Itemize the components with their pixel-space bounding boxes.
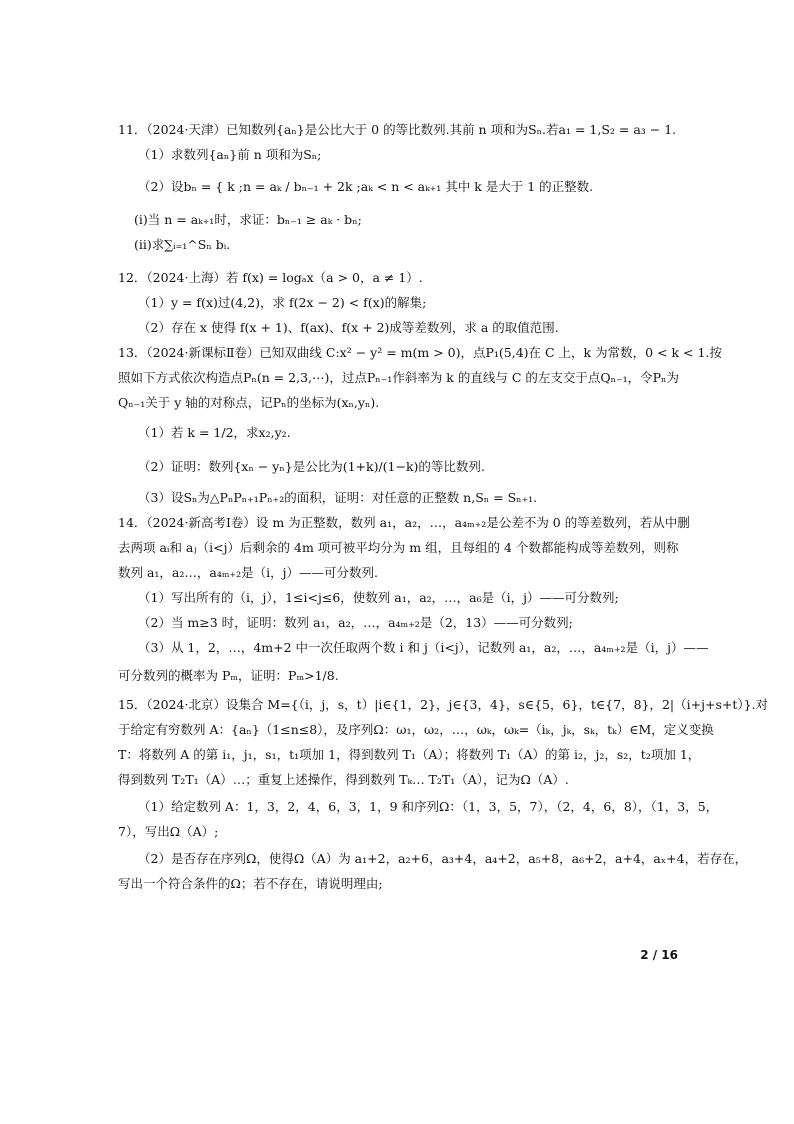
sub-question: 7），写出Ω（A）; [118,824,219,839]
question-stem: 11．（2024·天津）已知数列{aₙ}是公比大于 0 的等比数列.其前 n 项和为Sₙ.若a₁ = 1,S₂ = a₃ − 1. [118,122,677,137]
question-12 [118,270,678,335]
sub-question: （2）证明：数列{xₙ − yₙ}是公比为(1+k)/(1−k)的等比数列. [138,459,485,474]
sub-question: （1）给定数列 A：1，3，2，4，6，3，1，9 和序列Ω：（1，3，5，7），（2，4，6，8），（1，3，5， [138,799,719,814]
sub-question: （3）从 1，2，…，4m+2 中一次任取两个数 i 和 j（i<j），记数列 a₁，a₂，…，a₄ₘ₊₂是（i，j）—— [138,640,709,655]
question-stem: 14．（2024·新高考Ⅰ卷）设 m 为正整数，数列 a₁，a₂，…，a₄ₘ₊₂是公差不为 0 的等差数列，若从中删 [118,515,690,530]
question-stem: 13．（2024·新课标Ⅱ卷）已知双曲线 C:x² − y² = m(m > 0)，点P₁(5,4)在 C 上，k 为常数，0 < k < 1.按 [118,345,722,360]
question-stem: 15．（2024·北京）设集合 M={（i，j，s，t）|i∈{1，2}，j∈{3，4}，s∈{5，6}，t∈{7，8}，2|（i+j+s+t）}.对 [118,697,769,712]
sub-question: 写出一个符合条件的Ω；若不存在，请说明理由; [118,876,383,891]
question-stem: T：将数列 A 的第 i₁，j₁，s₁，t₁项加 1，得到数列 T₁（A）；将数列 T₁（A）的第 i₂，j₂，s₂，t₂项加 1， [118,747,701,762]
question-stem: 12．（2024·上海）若 f(x) = logₐx（a > 0，a ≠ 1）. [118,270,423,285]
sub-question: （2）是否存在序列Ω，使得Ω（A）为 a₁+2，a₂+6，a₃+4，a₄+2，a₅+8，a₆+2，a+4，aₓ+4，若存在， [138,851,748,866]
question-14 [118,515,709,687]
sub-question: （3）设Sₙ为△PₙPₙ₊₁Pₙ₊₂的面积，证明：对任意的正整数 n,Sₙ = Sₙ₊₁. [138,490,538,505]
sub-question: 可分数列的概率为 Pₘ，证明：Pₘ>1/8. [118,668,339,683]
question-stem: 数列 a₁，a₂…，a₄ₘ₊₂是（i，j）——可分数列. [118,565,378,580]
sub-question: （2）当 m≥3 时，证明：数列 a₁，a₂，…，a₄ₘ₊₂是（2，13）——可分数列; [138,615,573,630]
sub-question: (i)当 n = aₖ₊₁时，求证：bₙ₋₁ ≥ aₖ · bₙ; [134,212,362,227]
question-15 [118,697,769,891]
sub-question: (ii)求∑ᵢ₌₁^Sₙ bᵢ. [134,237,231,252]
sub-question: （1）求数列{aₙ}前 n 项和为Sₙ; [138,147,322,162]
page-number: 2 / 16 [640,948,678,962]
question-stem: 照如下方式依次构造点Pₙ(n = 2,3,⋯)，过点Pₙ₋₁作斜率为 k 的直线与 C 的左支交于点Qₙ₋₁，令Pₙ为 [118,370,679,385]
question-11 [118,122,678,252]
sub-question: （1）y = f(x)过(4,2)，求 f(2x − 2) < f(x)的解集; [138,295,427,310]
sub-question: （2）设bₙ = { k ;n = aₖ / bₙ₋₁ + 2k ;aₖ < n < aₖ₊₁ 其中 k 是大于 1 的正整数. [138,179,594,194]
document-body [118,122,769,891]
question-stem: 于给定有穷数列 A：{aₙ}（1≤n≤8），及序列Ω：ω₁，ω₂，…，ωₖ，ωₖ=（iₖ，jₖ，sₖ，tₖ）∈M，定义变换 [118,722,714,737]
sub-question: （1）若 k = 1/2，求x₂,y₂. [138,425,291,440]
sub-question: （2）存在 x 使得 f(x + 1)、f(ax)、f(x + 2)成等差数列，求 a 的取值范围. [138,320,559,335]
question-stem: 去两项 aᵢ和 aⱼ（i<j）后剩余的 4m 项可被平均分为 m 组，且每组的 4 个数都能构成等差数列，则称 [118,540,679,555]
question-13 [118,345,722,505]
sub-question: （1）写出所有的（i，j），1≤i<j≤6，使数列 a₁，a₂，…，a₆是（i，j）——可分数列; [138,590,619,605]
question-stem: 得到数列 T₂T₁（A）…；重复上述操作，得到数列 Tₖ… T₂T₁（A），记为Ω（A）. [118,772,569,787]
question-stem: Qₙ₋₁关于 y 轴的对称点，记Pₙ的坐标为(xₙ,yₙ). [118,395,380,410]
